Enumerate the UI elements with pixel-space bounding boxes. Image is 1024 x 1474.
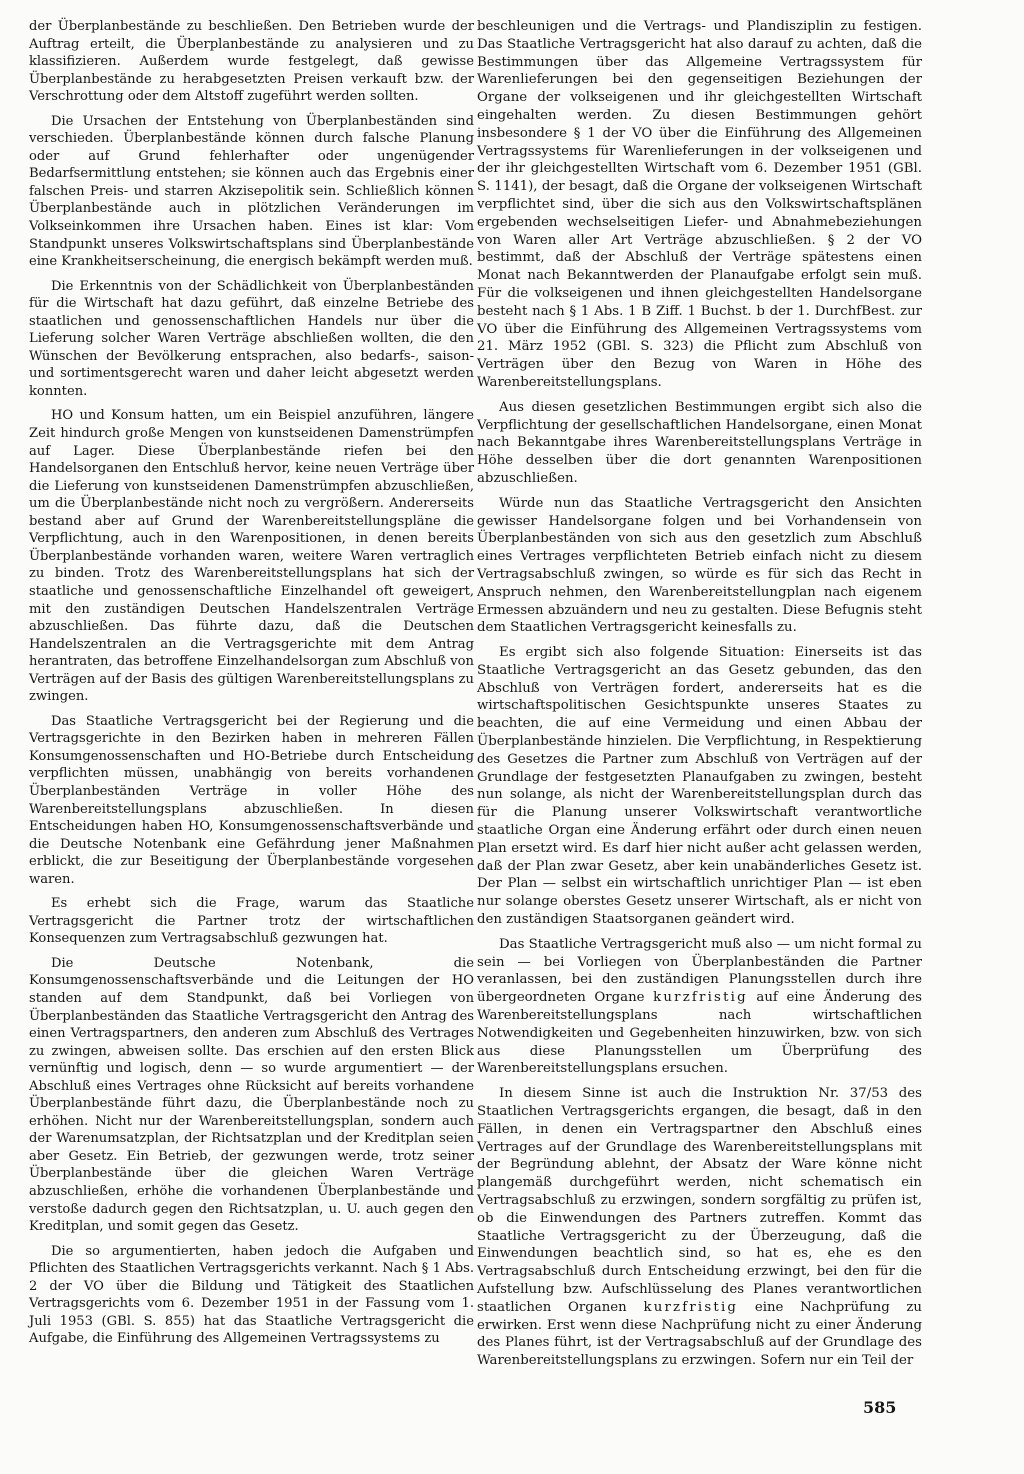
paragraph-text: auf eine Änderung des Warenbereitstellungsplans nach wirtschaftlichen Notwendigkeiten und Gegebenheiten hinzuwirken, bzw. von sich aus diese Planungsstellen um Überprüfung des Warenbereitstellungsplans ersuchen. bbox=[477, 990, 922, 1077]
paragraph bbox=[477, 1085, 922, 1370]
paragraph: Die Deutsche Notenbank, die Konsumgenossenschaftsverbände und die Leitungen der HO standen auf dem Standpunkt, daß bei Vorliegen von Überplanbeständen das Staatliche Vertragsgericht den Antrag des einen Vertragspartners, den anderen zum Abschluß des Vertrages zu zwingen, abweisen sollte. Das erschien auf den ersten Blick vernünftig und logisch, denn — so wurde argumentiert — der Abschluß eines Vertrages ohne Rücksicht auf bereits vorhandene Überplanbestände führt dazu, die Überplanbestände noch zu erhöhen. Nicht nur der Warenbereitstellungsplan, sondern auch der Warenumsatzplan, der Richtsatzplan und der Kreditplan seien aber Gesetz. Ein Betrieb, der gezwungen werde, trotz seiner Überplanbestände über die gleichen Waren Verträge abzuschließen, erhöhe die vorhandenen Überplanbestände und verstoße dadurch gegen den Richtsatzplan, u. U. auch gegen den Kreditplan, und somit gegen das Gesetz. bbox=[29, 955, 474, 1235]
emphasized-word: kurzfristig bbox=[653, 990, 748, 1006]
paragraph-text: eine Nachprüfung zu erwirken. Erst wenn diese Nachprüfung nicht zu einer Änderung des Planes führt, ist der Vertragsabschluß auf der Grundlage des Warenbereitstellungsplans zu erzwingen. Sofern nur ein Teil der bbox=[477, 1299, 922, 1369]
paragraph: beschleunigen und die Vertrags- und Plandisziplin zu festigen. Das Staatliche Vertragsgericht hat also darauf zu achten, daß die Bestimmungen über das Allgemeine Vertragssystem für Warenlieferungen bei den gegenseitigen Beziehungen der Organe der volkseigenen und ihr gleichgestellten Wirtschaft eingehalten werden. Zu diesen Bestimmungen gehört insbesondere § 1 der VO über die Einführung des Allgemeinen Vertragssystems für Warenlieferungen in der volkseigenen und der ihr gleichgestellten Wirtschaft vom 6. Dezember 1951 (GBl. S. 1141), der besagt, daß die Organe der volkseigenen Wirtschaft verpflichtet sind, über die sich aus den Volkswirtschaftsplänen ergebenden wechselseitigen Liefer- und Abnahmebeziehungen von Waren aller Art Verträge abzuschließen. § 2 der VO bestimmt, daß der Abschluß der Verträge spätestens einen Monat nach Bekanntwerden der Planaufgabe erfolgt sein muß. Für die volkseigenen und ihnen gleichgestellten Handelsorgane besteht nach § 1 Abs. 1 B Ziff. 1 Buchst. b der 1. DurchfBest. zur VO über die Einführung des Allgemeinen Vertragssystems vom 21. März 1952 (GBl. S. 323) die Pflicht zum Abschluß von Verträgen über den Bezug von Waren in Höhe des Warenbereitstellungsplans. bbox=[477, 19, 922, 390]
right-text-column bbox=[477, 18, 922, 1377]
paragraph-text: In diesem Sinne ist auch die Instruktion Nr. 37/53 des Staatlichen Vertragsgerichts ergangen, die besagt, daß in den Fällen, in denen ein Vertragspartner den Abschluß eines Vertrages auf der Grundlage des Warenbereitstellungsplans mit der Begründung ablehnt, der Absatz der Ware könne nicht plangemäß durchgeführt werden, nicht schematisch ein Vertragsabschluß zu erzwingen, sondern sorgfältig zu prüfen ist, ob die Einwendungen des Partners zutreffen. Kommt das Staatliche Vertragsgericht zu der Überzeugung, daß die Einwendungen beachtlich sind, so hat es, ehe es den Vertragsabschluß durch Entscheidung erzwingt, bei den für die Aufstellung bzw. Aufschlüsselung des Planes verantwortlichen staatlichen Organen bbox=[477, 1086, 922, 1315]
emphasized-word: kurzfristig bbox=[643, 1299, 739, 1315]
paragraph: HO und Konsum hatten, um ein Beispiel anzuführen, längere Zeit hindurch große Mengen von kunstseidenen Damenstrümpfen auf Lager. Diese Überplanbestände riefen bei den Handelsorganen den Entschluß hervor, keine neuen Verträge über die Lieferung von kunstseidenen Damenstrümpfen abzuschließen, um die Überplanbestände nicht noch zu vergrößern. Andererseits bestand aber auf Grund der Warenbereitstellungspläne die Verpflichtung, auch in den Warenpositionen, in denen bereits Überplanbestände vorhanden waren, weitere Waren vertraglich zu binden. Trotz des Warenbereitstellungsplans hat sich der staatliche und genossenschaftliche Einzelhandel oft geweigert, mit den zuständigen Deutschen Handelszentralen Verträge abzuschließen. Das führte dazu, daß die Deutschen Handelszentralen an die Vertragsgerichte mit dem Antrag herantraten, das betroffene Einzelhandelsorgan zum Abschluß von Verträgen auf der Basis des gültigen Warenbereitstellungsplans zu zwingen. bbox=[29, 408, 474, 705]
paragraph: Würde nun das Staatliche Vertragsgericht den Ansichten gewisser Handelsorgane folgen und bei Vorhandensein von Überplanbeständen von sich aus den gesetzlich zum Abschluß eines Vertrages verpflichteten Betrieb einfach nicht zu diesem Vertragsabschluß zwingen, so würde es für sich das Recht in Anspruch nehmen, den Warenbereitstellungplan nach eigenem Ermessen abzuändern und neu zu gestalten. Diese Befugnis steht dem Staatlichen Vertragsgericht keinesfalls zu. bbox=[477, 495, 922, 636]
paragraph: Die so argumentierten, haben jedoch die Aufgaben und Pflichten des Staatlichen Vertragsgerichts verkannt. Nach § 1 Abs. 2 der VO über die Bildung und Tätigkeit des Staatlichen Vertragsgerichts vom 6. Dezember 1951 in der Fassung vom 1. Juli 1953 (GBl. S. 855) hat das Staatliche Vertragsgericht die Aufgabe, die Einführung des Allgemeinen Vertragssystems zu bbox=[29, 1243, 474, 1347]
paragraph: Das Staatliche Vertragsgericht bei der Regierung und die Vertragsgerichte in den Bezirken haben in mehreren Fällen Konsumgenossenschaften und HO-Betriebe durch Entscheidung verpflichten müssen, unabhängig von bereits vorhandenen Überplanbeständen Verträge in voller Höhe des Warenbereitstellungsplans abzuschließen. In diesen Entscheidungen haben HO, Konsumgenossenschaftsverbände und die Deutsche Notenbank eine Gefährdung jener Maßnahmen erblickt, die zur Beseitigung der Überplanbestände vorgesehen waren. bbox=[29, 713, 474, 887]
paragraph: Es ergibt sich also folgende Situation: Einerseits ist das Staatliche Vertragsgericht an das Gesetz gebunden, das den Abschluß von Verträgen fordert, andererseits hat es die wirtschaftspolitischen Gesichtspunkte unseres Staates zu beachten, die auf eine Vermeidung und einen Abbau der Überplanbestände hinzielen. Die Verpflichtung, in Respektierung des Gesetzes die Partner zum Abschluß von Verträgen auf der Grundlage der festgesetzten Planaufgaben zu zwingen, besteht nun solange, als nicht der Warenbereitstellungsplan durch das für die Planung unserer Volkswirtschaft verantwortliche staatliche Organ eine Änderung erfährt oder durch einen neuen Plan ersetzt wird. Es darf hier nicht außer acht gelassen werden, daß der Plan zwar Gesetz, aber kein unabänderliches Gesetz ist. Der Plan — selbst ein wirtschaftlich unrichtiger Plan — ist eben nur solange oberstes Gesetz unserer Wirtschaft, als er nicht von den zuständigen Staatsorganen geändert wird. bbox=[477, 645, 922, 928]
page-number: 585 bbox=[863, 1398, 897, 1417]
paragraph: Es erhebt sich die Frage, warum das Staatliche Vertragsgericht die Partner trotz der wirtschaftlichen Konsequenzen zum Vertragsabschluß gezwungen hat. bbox=[29, 896, 474, 947]
paragraph: Die Erkenntnis von der Schädlichkeit von Überplanbeständen für die Wirtschaft hat dazu geführt, daß einzelne Betriebe des staatlichen und genossenschaftlichen Handels nur über die Lieferung solcher Waren Verträge abschließen wollten, die den Wünschen der Bevölkerung entsprachen, also bedarfs-, saison- und sortimentsgerecht waren und daher leicht abgesetzt werden konnten. bbox=[29, 278, 474, 399]
paragraph: der Überplanbestände zu beschließen. Den Betrieben wurde der Auftrag erteilt, die Überplanbestände zu analysieren und zu klassifizieren. Außerdem wurde festgelegt, daß gewisse Überplanbestände zu herabgesetzten Preisen verkauft bzw. der Verschrottung oder dem Altstoff zugeführt werden sollten. bbox=[29, 19, 474, 105]
paragraph-text: Das Staatliche Vertragsgericht muß also — um nicht formal zu sein — bei Vorliegen von Überplanbeständen die Partner veranlassen, bei den zuständigen Planungsstellen durch ihre übergeordneten Organe bbox=[477, 936, 922, 1006]
paragraph: Die Ursachen der Entstehung von Überplanbeständen sind verschieden. Überplanbestände können durch falsche Planung oder auf Grund fehlerhafter oder ungenügender Bedarfsermittlung entstehen; sie können auch das Ergebnis einer falschen Preis- und starren Akzisepolitik sein. Schließlich können Überplanbestände auch in plötzlichen Veränderungen im Volkseinkommen ihre Ursachen haben. Eines ist klar: Vom Standpunkt unseres Volkswirtschaftsplans sind Überplanbestände eine Krankheitserscheinung, die energisch bekämpft werden muß. bbox=[29, 113, 474, 270]
left-text-column bbox=[29, 18, 474, 1355]
paragraph: Aus diesen gesetzlichen Bestimmungen ergibt sich also die Verpflichtung der gesellschaftlichen Handelsorgane, einen Monat nach Bekanntgabe ihres Warenbereitstellungsplans Verträge in Höhe desselben über die dort genannten Warenpositionen abzuschließen. bbox=[477, 399, 922, 486]
paragraph bbox=[477, 936, 922, 1078]
